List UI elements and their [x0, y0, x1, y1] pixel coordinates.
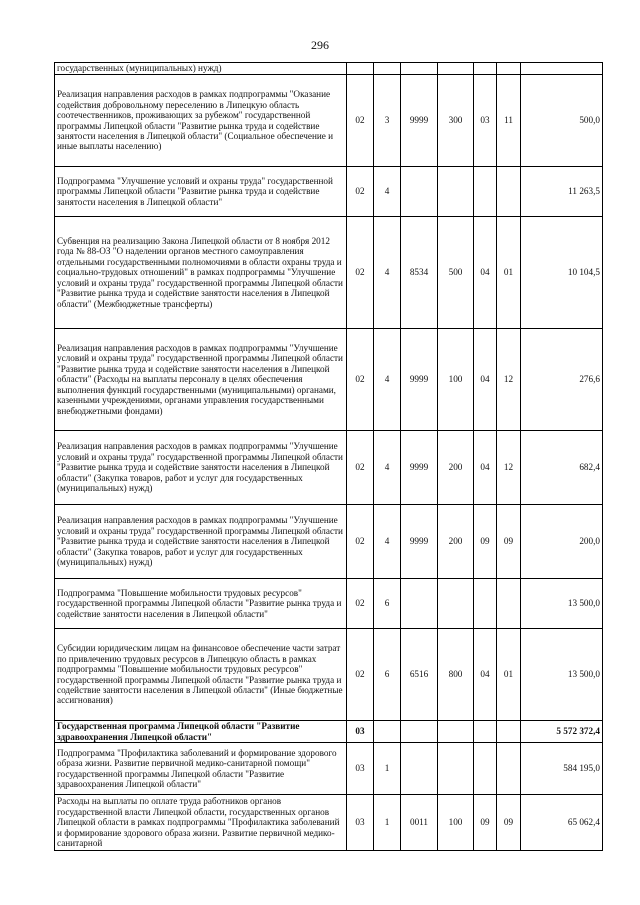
subprogram-code-cell: 1 [374, 795, 401, 851]
subprogram-code-cell [374, 721, 401, 743]
page-number: 296 [311, 38, 329, 52]
subsection-code-cell [497, 63, 521, 75]
direction-code-cell [401, 579, 438, 629]
expense-type-cell [438, 63, 474, 75]
expense-type-cell [438, 167, 474, 217]
amount-cell: 200,0 [521, 505, 603, 579]
amount-cell: 682,4 [521, 431, 603, 505]
budget-table [54, 62, 603, 851]
amount-cell: 10 104,5 [521, 217, 603, 329]
subsection-code-cell [497, 167, 521, 217]
row-name-cell: Подпрограмма "Профилактика заболеваний и формирование здорового образа жизни. Развитие первичной медико-санитарной помощи" государственной программы Липецкой области "Развитие здравоохранения Липецкой области" [55, 743, 347, 795]
section-code-cell [474, 743, 497, 795]
table-row [55, 167, 603, 217]
program-code-cell: 02 [347, 579, 374, 629]
table-row [55, 795, 603, 851]
direction-code-cell: 9999 [401, 505, 438, 579]
row-name-cell: Реализация направления расходов в рамках подпрограммы "Улучшение условий и охраны труда" государственной программы Липецкой области "Развитие рынка труда и содействие занятости населения в Липецкой области" (Закупка товаров, работ и услуг для государственных (муниципальных) нужд) [55, 505, 347, 579]
subsection-code-cell [497, 743, 521, 795]
direction-code-cell [401, 167, 438, 217]
subsection-code-cell [497, 721, 521, 743]
row-name-cell: Субвенция на реализацию Закона Липецкой области от 8 ноября 2012 года № 88-ОЗ "О наделении органов местного самоуправления отдельными государственными полномочиями в области охраны труда и социально-трудовых отношений" в рамках подпрограммы "Улучшение условий и охраны труда" государственной программы Липецкой области "Развитие рынка труда и содействие занятости населения в Липецкой области" (Межбюджетные трансферты) [55, 217, 347, 329]
expense-type-cell: 100 [438, 795, 474, 851]
row-name-cell: Государственная программа Липецкой области "Развитие здравоохранения Липецкой области" [55, 721, 347, 743]
subsection-code-cell: 01 [497, 217, 521, 329]
table-row [55, 505, 603, 579]
subsection-code-cell: 09 [497, 795, 521, 851]
program-code-cell: 03 [347, 795, 374, 851]
section-code-cell: 09 [474, 795, 497, 851]
row-name-cell: Подпрограмма "Повышение мобильности трудовых ресурсов" государственной программы Липецкой области "Развитие рынка труда и содействие занятости населения в Липецкой области" [55, 579, 347, 629]
program-code-cell: 02 [347, 629, 374, 721]
amount-cell: 5 572 372,4 [521, 721, 603, 743]
budget-table-body [55, 63, 603, 851]
row-name-cell: Субсидии юридическим лицам на финансовое обеспечение части затрат по привлечению трудовых ресурсов в Липецкую область в рамках подпрограммы "Повышение мобильности трудовых ресурсов" государственной программы Липецкой области "Развитие рынка труда и содействие занятости населения в Липецкой области" (Иные бюджетные ассигнования) [55, 629, 347, 721]
direction-code-cell: 0011 [401, 795, 438, 851]
direction-code-cell: 8534 [401, 217, 438, 329]
subprogram-code-cell: 4 [374, 167, 401, 217]
table-row [55, 217, 603, 329]
table-row [55, 431, 603, 505]
subprogram-code-cell: 1 [374, 743, 401, 795]
program-code-cell: 02 [347, 167, 374, 217]
direction-code-cell: 9999 [401, 431, 438, 505]
expense-type-cell: 200 [438, 505, 474, 579]
section-code-cell: 04 [474, 431, 497, 505]
amount-cell: 584 195,0 [521, 743, 603, 795]
direction-code-cell [401, 721, 438, 743]
subprogram-code-cell: 4 [374, 217, 401, 329]
subprogram-code-cell: 3 [374, 75, 401, 167]
expense-type-cell [438, 721, 474, 743]
program-code-cell: 02 [347, 217, 374, 329]
section-code-cell [474, 63, 497, 75]
row-name-cell: Реализация направления расходов в рамках подпрограммы "Улучшение условий и охраны труда" государственной программы Липецкой области "Развитие рынка труда и содействие занятости населения в Липецкой области" (Расходы на выплаты персоналу в целях обеспечения выполнения функций государственными (муниципальными) органами, казенными учреждениями, органами управления государственными внебюджетными фондами) [55, 329, 347, 431]
direction-code-cell: 9999 [401, 329, 438, 431]
expense-type-cell: 200 [438, 431, 474, 505]
program-code-cell: 02 [347, 329, 374, 431]
row-name-cell: Реализация направления расходов в рамках подпрограммы "Оказание содействия добровольному переселению в Липецкую область соотечественников, проживающих за рубежом" государственной программы Липецкой области "Развитие рынка труда и содействие занятости населения в Липецкой области" (Социальное обеспечение и иные выплаты населению) [55, 75, 347, 167]
subprogram-code-cell [374, 63, 401, 75]
subsection-code-cell: 12 [497, 329, 521, 431]
section-code-cell: 04 [474, 329, 497, 431]
subprogram-code-cell: 4 [374, 505, 401, 579]
amount-cell: 13 500,0 [521, 629, 603, 721]
table-row [55, 579, 603, 629]
program-code-cell: 02 [347, 75, 374, 167]
direction-code-cell [401, 63, 438, 75]
table-row [55, 721, 603, 743]
subsection-code-cell: 09 [497, 505, 521, 579]
section-code-cell: 04 [474, 217, 497, 329]
subprogram-code-cell: 6 [374, 629, 401, 721]
program-code-cell: 03 [347, 743, 374, 795]
program-code-cell: 02 [347, 431, 374, 505]
section-code-cell [474, 167, 497, 217]
program-code-cell: 03 [347, 721, 374, 743]
subprogram-code-cell: 6 [374, 579, 401, 629]
table-row [55, 63, 603, 75]
direction-code-cell [401, 743, 438, 795]
section-code-cell [474, 721, 497, 743]
direction-code-cell: 6516 [401, 629, 438, 721]
row-name-cell: Подпрограмма "Улучшение условий и охраны труда" государственной программы Липецкой области "Развитие рынка труда и содействие занятости населения в Липецкой области" [55, 167, 347, 217]
program-code-cell: 02 [347, 505, 374, 579]
program-code-cell [347, 63, 374, 75]
section-code-cell: 09 [474, 505, 497, 579]
expense-type-cell [438, 743, 474, 795]
row-name-cell: государственных (муниципальных) нужд) [55, 63, 347, 75]
row-name-cell: Расходы на выплаты по оплате труда работников органов государственной власти Липецкой области, государственных органов Липецкой области в рамках подпрограммы "Профилактика заболеваний и формирование здорового образа жизни. Развитие первичной медико-санитарной [55, 795, 347, 851]
subsection-code-cell: 01 [497, 629, 521, 721]
expense-type-cell: 100 [438, 329, 474, 431]
subsection-code-cell: 11 [497, 75, 521, 167]
expense-type-cell [438, 579, 474, 629]
amount-cell: 500,0 [521, 75, 603, 167]
section-code-cell: 03 [474, 75, 497, 167]
section-code-cell: 04 [474, 629, 497, 721]
section-code-cell [474, 579, 497, 629]
amount-cell: 65 062,4 [521, 795, 603, 851]
subprogram-code-cell: 4 [374, 329, 401, 431]
direction-code-cell: 9999 [401, 75, 438, 167]
amount-cell: 276,6 [521, 329, 603, 431]
expense-type-cell: 500 [438, 217, 474, 329]
expense-type-cell: 300 [438, 75, 474, 167]
table-row [55, 743, 603, 795]
amount-cell [521, 63, 603, 75]
amount-cell: 11 263,5 [521, 167, 603, 217]
expense-type-cell: 800 [438, 629, 474, 721]
subprogram-code-cell: 4 [374, 431, 401, 505]
table-row [55, 629, 603, 721]
subsection-code-cell [497, 579, 521, 629]
table-row [55, 75, 603, 167]
table-row [55, 329, 603, 431]
amount-cell: 13 500,0 [521, 579, 603, 629]
row-name-cell: Реализация направления расходов в рамках подпрограммы "Улучшение условий и охраны труда" государственной программы Липецкой области "Развитие рынка труда и содействие занятости населения в Липецкой области" (Закупка товаров, работ и услуг для государственных (муниципальных) нужд) [55, 431, 347, 505]
subsection-code-cell: 12 [497, 431, 521, 505]
